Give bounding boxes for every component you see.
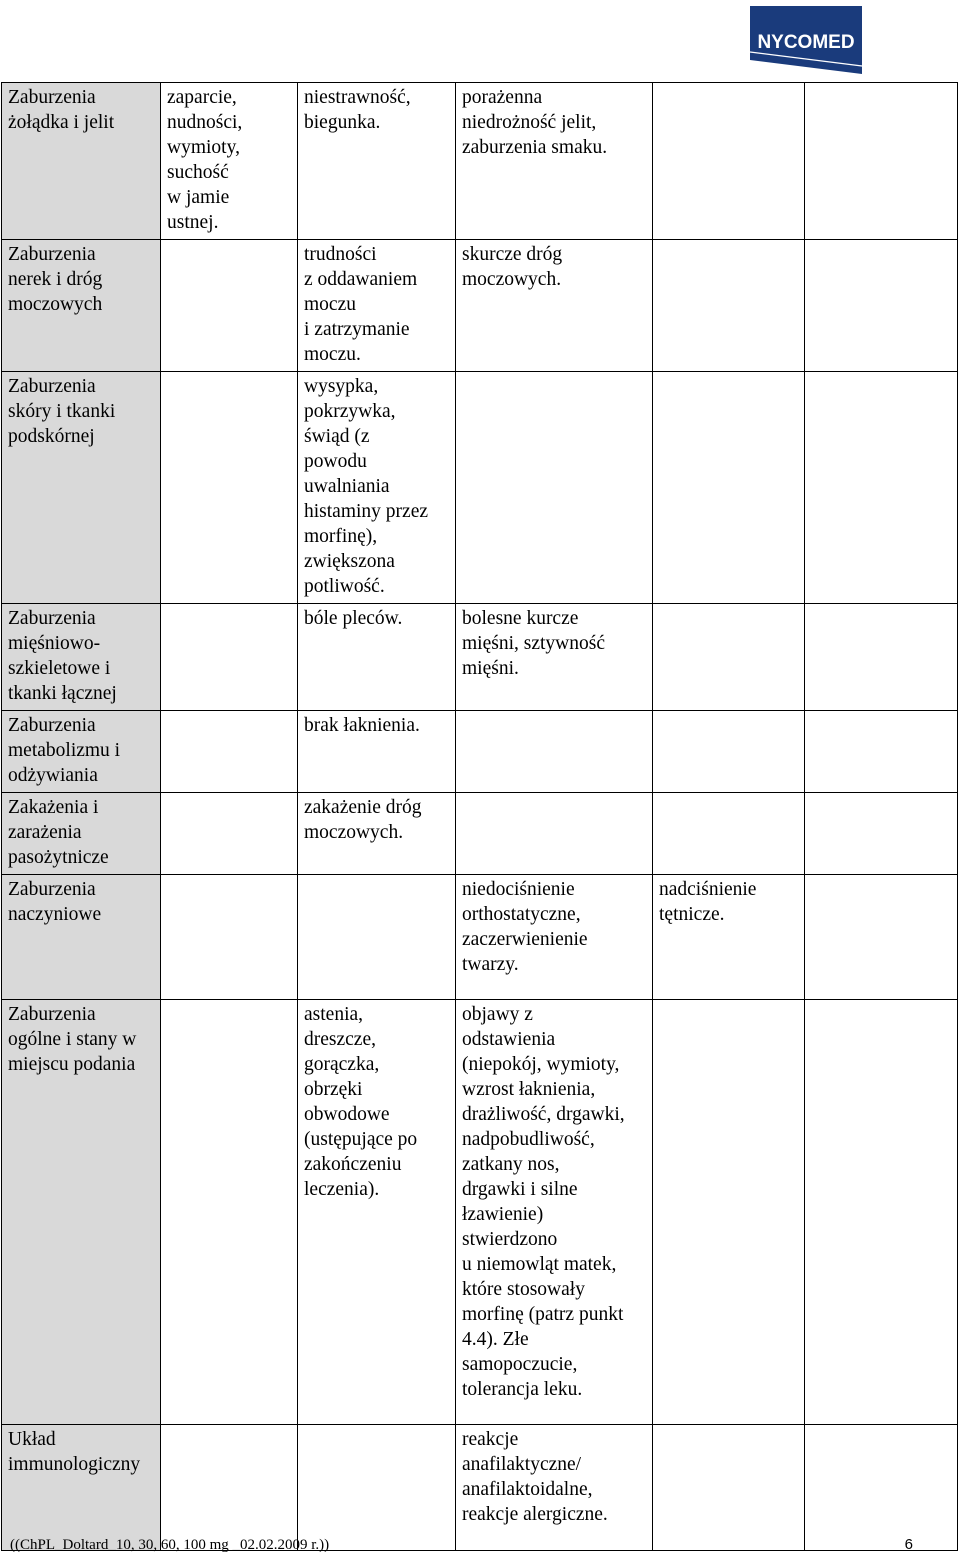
frequency-cell — [298, 604, 456, 711]
reaction-text: zakażenie dróg moczowych. — [304, 797, 422, 843]
logo-text: NYCOMED — [757, 32, 855, 53]
organ-class-cell — [2, 1000, 161, 1425]
frequency-cell — [456, 1000, 653, 1425]
reaction-text: zaparcie, nudności, wymioty, suchość w jamie ustnej. — [167, 87, 243, 233]
table-row — [2, 372, 958, 604]
organ-class-cell — [2, 372, 161, 604]
frequency-cell — [161, 604, 298, 711]
organ-class-label: Zaburzenia nerek i dróg moczowych — [8, 244, 103, 315]
frequency-cell — [653, 1000, 805, 1425]
frequency-cell — [298, 793, 456, 875]
frequency-cell — [161, 1425, 298, 1551]
reaction-text: trudności z oddawaniem moczu i zatrzymanie moczu. — [304, 244, 418, 365]
table-row — [2, 1000, 958, 1425]
organ-class-label: Zaburzenia ogólne i stany w miejscu podania — [8, 1004, 137, 1075]
reaction-text: bóle pleców. — [304, 608, 403, 629]
frequency-cell — [161, 875, 298, 1000]
frequency-cell — [298, 1425, 456, 1551]
table-row — [2, 83, 958, 240]
frequency-cell — [805, 1425, 958, 1551]
frequency-cell — [805, 240, 958, 372]
adverse-reactions-table — [1, 82, 958, 1551]
frequency-cell — [161, 83, 298, 240]
frequency-cell — [653, 604, 805, 711]
frequency-cell — [298, 240, 456, 372]
frequency-cell — [653, 240, 805, 372]
organ-class-cell — [2, 875, 161, 1000]
organ-class-cell — [2, 1425, 161, 1551]
frequency-cell — [456, 604, 653, 711]
frequency-cell — [653, 793, 805, 875]
organ-class-label: Zaburzenia metabolizmu i odżywiania — [8, 715, 121, 786]
frequency-cell — [161, 372, 298, 604]
frequency-cell — [805, 875, 958, 1000]
frequency-cell — [456, 83, 653, 240]
reaction-text: nadciśnienie tętnicze. — [659, 879, 757, 925]
organ-class-cell — [2, 240, 161, 372]
organ-class-label: Zaburzenia naczyniowe — [8, 879, 102, 925]
frequency-cell — [653, 1425, 805, 1551]
frequency-cell — [298, 1000, 456, 1425]
frequency-cell — [653, 711, 805, 793]
frequency-cell — [805, 711, 958, 793]
frequency-cell — [456, 793, 653, 875]
frequency-cell — [653, 83, 805, 240]
organ-class-cell — [2, 793, 161, 875]
frequency-cell — [161, 793, 298, 875]
table-row — [2, 711, 958, 793]
organ-class-label: Zaburzenia żołądka i jelit — [8, 87, 115, 133]
frequency-cell — [298, 711, 456, 793]
reaction-text: skurcze dróg moczowych. — [462, 244, 563, 290]
reaction-text: porażenna niedrożność jelit, zaburzenia smaku. — [462, 87, 608, 158]
frequency-cell — [298, 372, 456, 604]
reaction-text: objawy z odstawienia (niepokój, wymioty, wzrost łaknienia, drażliwość, drgawki, nadpobudliwość, zatkany nos, drgawki i silne łzawienie) stwierdzono u niemowląt matek, które stosowały morfinę (patrz punkt 4.4). Złe samopoczucie, tolerancja leku. — [462, 1004, 625, 1400]
reaction-text: niestrawność, biegunka. — [304, 87, 411, 133]
frequency-cell — [653, 875, 805, 1000]
page-number: 6 — [904, 1536, 913, 1553]
frequency-cell — [456, 240, 653, 372]
frequency-cell — [805, 83, 958, 240]
table-row — [2, 875, 958, 1000]
table-row — [2, 240, 958, 372]
organ-class-cell — [2, 711, 161, 793]
frequency-cell — [456, 1425, 653, 1551]
reaction-text: astenia, dreszcze, gorączka, obrzęki obwodowe (ustępujące po zakończeniu leczenia). — [304, 1004, 418, 1200]
frequency-cell — [805, 372, 958, 604]
frequency-cell — [456, 711, 653, 793]
frequency-cell — [805, 1000, 958, 1425]
frequency-cell — [805, 793, 958, 875]
reaction-text: bolesne kurcze mięśni, sztywność mięśni. — [462, 608, 605, 679]
frequency-cell — [161, 1000, 298, 1425]
table-row — [2, 793, 958, 875]
organ-class-label: Układ immunologiczny — [8, 1429, 141, 1475]
frequency-cell — [456, 372, 653, 604]
nycomed-logo — [748, 4, 864, 74]
reaction-text: wysypka, pokrzywka, świąd (z powodu uwalniania histaminy przez morfinę), zwiększona potliwość. — [304, 376, 428, 597]
document-footer: ((ChPL_Doltard_10, 30, 60, 100 mg _02.02.2009 r.)) — [10, 1537, 330, 1553]
organ-class-label: Zaburzenia skóry i tkanki podskórnej — [8, 376, 116, 447]
organ-class-label: Zakażenia i zarażenia pasożytnicze — [8, 797, 109, 868]
organ-class-label: Zaburzenia mięśniowo- szkieletowe i tkanki łącznej — [8, 608, 117, 704]
frequency-cell — [805, 604, 958, 711]
frequency-cell — [298, 875, 456, 1000]
reaction-text: brak łaknienia. — [304, 715, 420, 736]
table-row — [2, 1425, 958, 1551]
frequency-cell — [298, 83, 456, 240]
frequency-cell — [161, 711, 298, 793]
frequency-cell — [456, 875, 653, 1000]
frequency-cell — [653, 372, 805, 604]
reaction-text: niedociśnienie orthostatyczne, zaczerwienienie twarzy. — [462, 879, 588, 975]
reaction-text: reakcje anafilaktyczne/ anafilaktoidalne, reakcje alergiczne. — [462, 1429, 608, 1525]
organ-class-cell — [2, 83, 161, 240]
table-row — [2, 604, 958, 711]
organ-class-cell — [2, 604, 161, 711]
frequency-cell — [161, 240, 298, 372]
